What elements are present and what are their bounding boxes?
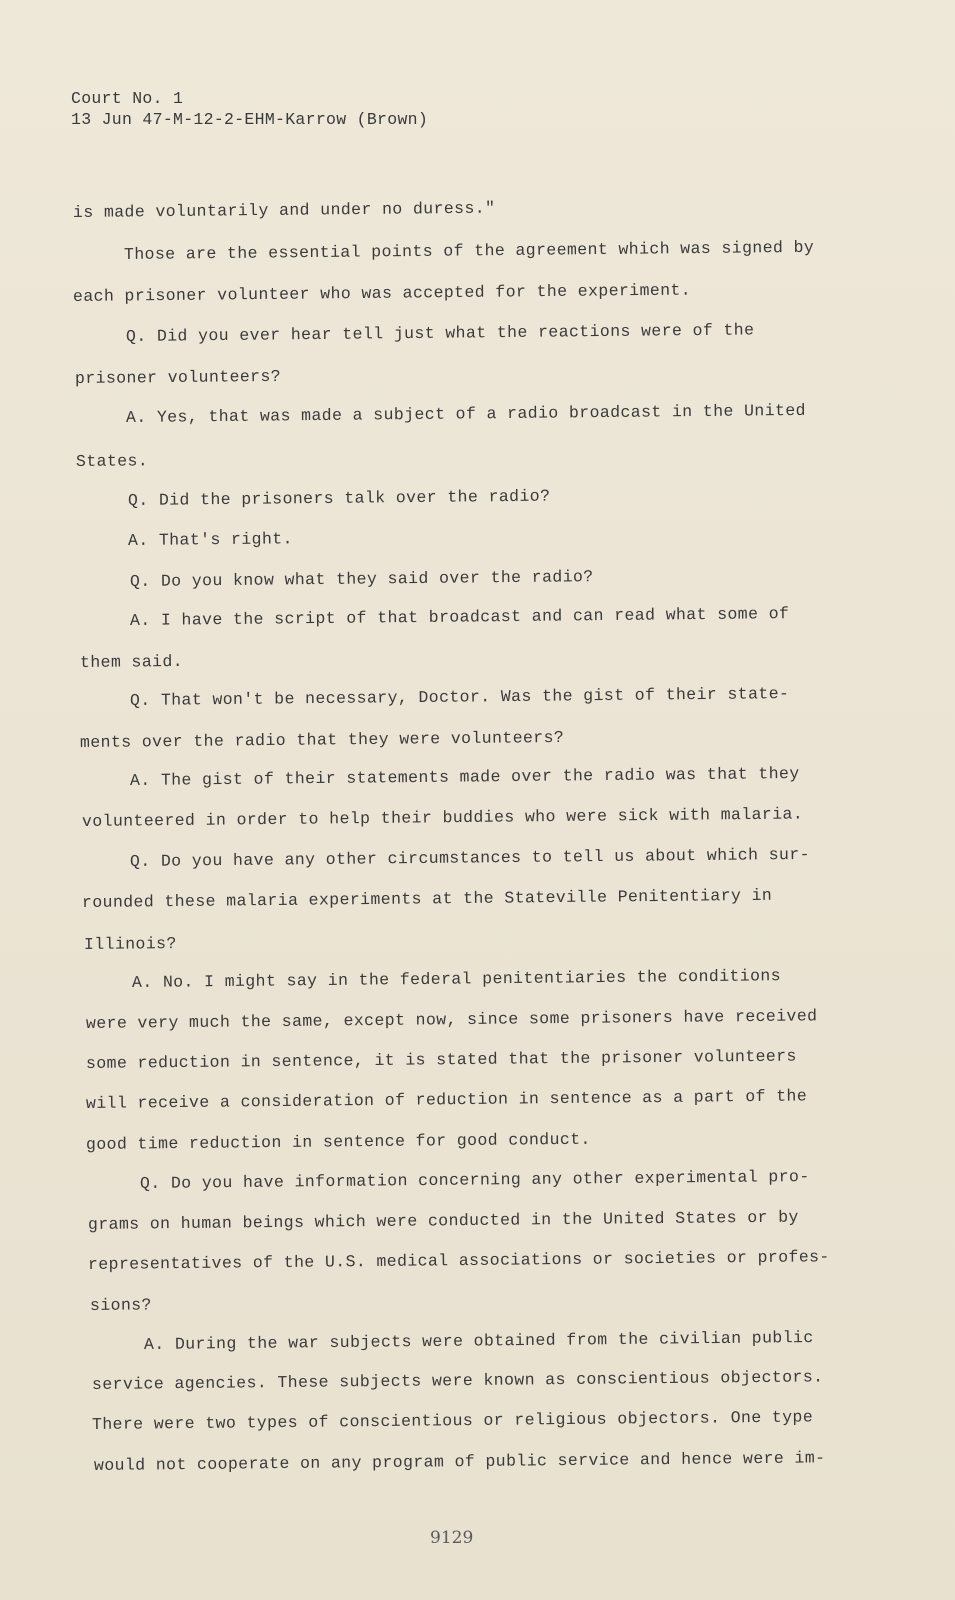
body-line: A. During the war subjects were obtained from the civilian public xyxy=(143,1327,814,1354)
body-line: ments over the radio that they were volunteers? xyxy=(79,727,565,752)
body-line: A. No. I might say in the federal penitentiaries the conditions xyxy=(131,966,782,992)
body-line: Those are the essential points of the agreement which was signed by xyxy=(123,237,815,264)
body-line: grams on human beings which were conducted in the United States or by xyxy=(87,1207,799,1234)
body-line: Q. Do you have any other circumstances to tell us about which sur- xyxy=(129,844,810,871)
body-line: A. Yes, that was made a subject of a radio broadcast in the United xyxy=(125,400,806,427)
body-line: will receive a consideration of reduction in sentence as a part of the xyxy=(85,1086,808,1113)
body-line: Q. Did the prisoners talk over the radio? xyxy=(127,486,551,510)
body-line: A. The gist of their statements made over the radio was that they xyxy=(129,763,800,790)
body-line: rounded these malaria experiments at the Stateville Penitentiary in xyxy=(81,885,773,912)
body-line: volunteered in order to help their buddies who were sick with malaria. xyxy=(81,804,804,831)
body-line: Q. Did you ever hear tell just what the reactions were of the xyxy=(125,320,755,346)
body-line: A. That's right. xyxy=(127,529,293,550)
body-line: Q. Do you have information concerning any other experimental pro- xyxy=(139,1166,810,1193)
document-header xyxy=(71,88,428,130)
body-line: There were two types of conscientious or religious objectors. One type xyxy=(91,1407,814,1434)
body-line: Illinois? xyxy=(83,934,177,954)
body-line: A. I have the script of that broadcast and can read what some of xyxy=(129,604,790,630)
body-line: Q. Do you know what they said over the radio? xyxy=(129,567,594,591)
body-line: them said. xyxy=(79,651,184,672)
session-reference: 13 Jun 47-M-12-2-EHM-Karrow (Brown) xyxy=(71,110,429,129)
body-line: is made voluntarily and under no duress." xyxy=(72,198,496,222)
body-line: prisoner volunteers? xyxy=(74,366,282,388)
body-line: representatives of the U.S. medical associations or societies or profes- xyxy=(87,1247,830,1274)
body-line: sions? xyxy=(89,1295,152,1315)
body-line: good time reduction in sentence for good conduct. xyxy=(85,1129,591,1154)
body-line: would not cooperate on any program of public service and hence were im- xyxy=(93,1448,826,1475)
body-line: service agencies. These subjects were known as conscientious objectors. xyxy=(91,1367,824,1394)
page-number: 9129 xyxy=(430,1528,474,1548)
body-line: States. xyxy=(75,451,149,471)
body-line: were very much the same, except now, since some prisoners have received xyxy=(85,1006,818,1033)
court-number: Court No. 1 xyxy=(71,89,184,108)
body-line: Q. That won't be necessary, Doctor. Was the gist of their state- xyxy=(129,684,790,710)
body-line: each prisoner volunteer who was accepted for the experiment. xyxy=(72,280,692,306)
body-line: some reduction in sentence, it is stated that the prisoner volunteers xyxy=(85,1046,797,1073)
